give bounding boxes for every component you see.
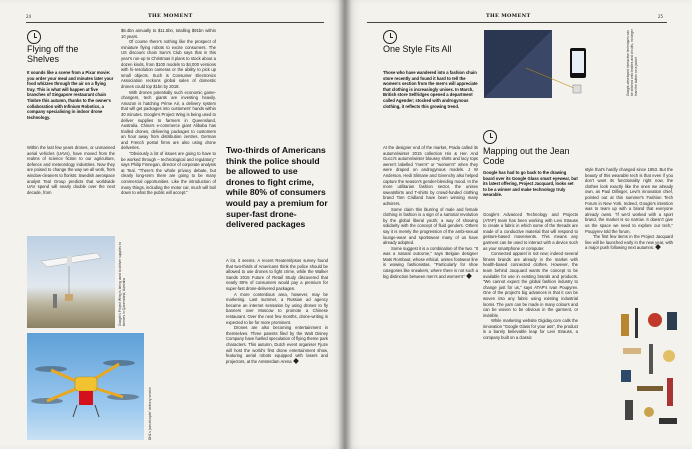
tool-6 (649, 344, 653, 374)
magazine-title-right: THE MOMENT (486, 13, 531, 19)
right-column-2 (483, 212, 578, 341)
caption-parcelcopter: DHL's 'parcelcopter' delivery service (148, 387, 152, 440)
left-col2-paragraph: $6.4bn annually to $11.5bn, totalling $91bn within 10 years. (121, 28, 216, 39)
tool-12 (644, 407, 654, 417)
right-col1-paragraph (383, 246, 478, 280)
left-col3-paragraph (226, 325, 328, 364)
caption-jacquard: Google-developed interactive techniques can be stitched onto textiles and circuits, no larger than the button on a jacket (626, 29, 638, 96)
right-column-3 (585, 167, 673, 251)
right-col1-paragraph: At the designer end of the market, Prada called its autumn/winter 2015 collection His & Her. And Gucci's autumn/winter blousey shirts and lacy tops weren't labelled "men's" or "women's" when they were draped on androgynous models. J W Anderson, Hedi Slimane and Givenchy also helped capture the season's gender-blending mood. In the more utilitarian fashion sector, the unisex sweatshirts and T-shirts by crowd-funded clothing brand Tom Cridland have been winning many admirers. (383, 145, 478, 206)
clock-icon (383, 30, 397, 44)
right-col3-paragraph (585, 234, 673, 251)
left-column-1 (27, 145, 115, 195)
left-column-3 (226, 258, 328, 364)
spine-gutter (338, 0, 352, 449)
page-number-left: 24 (26, 14, 32, 19)
left-col2-paragraph: With drones potentially such economic game-changers, tech giants are investing heavily. Amazon is hatching Prime Air, a delivery system that will get packages into customers' hands within 30 minutes. Google's Project Wing is being used to deliver supplies to farmers in Queensland, Australia. China's e-commerce giant Alibaba has trialled drones, delivering packages to customers an hour away from distribution centres. German and French postal firms are also using drone deliveries. (121, 89, 216, 151)
caption-project-wing: Google's Project Wing is being used to deliver supplies to farmers in Queensland, Australia (118, 242, 126, 326)
right-col1-paragraph: Some claim this blurring of male and female clothing in fashion is a sign of a sartorial revolution by the global liberal youth; a way of showing solidarity with the concept of fluid genders. Others say it is merely the progression of the ambi-sexual lounge-wear and sportswear many of us have already adopted. (383, 206, 478, 246)
tool-11 (625, 400, 633, 420)
left-col3-paragraph: A more contentious area, however, may be marketing. Last summer, a Russian ad agency became an internet sensation by using drones to fly banners over Moscow to promote a Chinese restaurant. Over the next few months, drone-writing is expected to be for more prominent. (226, 291, 328, 325)
clock-icon (27, 30, 41, 44)
tool-8 (621, 370, 631, 382)
right-standfirst-1: Those who have wandered into a fashion chain store recently and found it hard to tell the women's section from the men's will appreciate that clothing is increasingly unisex. In March, British store Selfridges opened a department called Agender; stocked with androgynous clothing, it reflects this growing trend. (383, 70, 478, 109)
left-pullquote: Two-thirds of Americans think the police should be allowed to use drones to fight crime, while 80% of consumers would pay a premium for super-fast drone-delivered packages (226, 145, 328, 230)
wing-body (67, 256, 72, 266)
tool-4 (667, 312, 677, 330)
parcelcopter-illustration (27, 333, 144, 440)
header-rule-left (26, 22, 324, 23)
right-col2-paragraph: Google's Advanced Technology and Projects (ATAP) team has been working with Levi Strauss to create a fabric in which some of the threads are made of a conductive material that will respond to gesture-based movements. This means any garment can be used to interact with a device such as your smartphone or computer. (483, 212, 578, 251)
right-col1-last: Some suggest it is a combination of the two. "It was a natural outcome," says Belgian designer Mats Rombaut, whose ethical, unisex footwear line is wowing fashionistas. "Particularly for shoe categories like sneakers, where there is not such a big distinction between men's and women's" (383, 245, 478, 279)
left-page (0, 0, 345, 449)
tool-1 (621, 314, 629, 336)
tool-10 (667, 378, 673, 406)
project-wing-photo (27, 236, 115, 328)
right-page (345, 0, 692, 449)
right-col2-paragraph: Connected apparel is not new; indeed several fitness brands are already in the market with health-based connected clothes. However, the team behind Jacquard wants the concept to be available for use in existing brands and products. "We cannot expect the global fashion industry to change just for us," says ATAP's Ivan Poupyrev. One of the project's big advances is that it can be woven into any fabric using existing industrial looms. The yarn can be made in many colours and can be woven to be obvious in the garment, or invisible. (483, 251, 578, 318)
magazine-title-left: THE MOMENT (148, 13, 193, 19)
left-col3-paragraph: A lot, it seems. A recent Reuters/Ipsos survey found that two-thirds of Americans think the police should be allowed to use drones to fight crime, while the Walker Sands 2015 Future of Retail Study discovered that nearly 80% of consumers would pay a premium for super-fast drone-delivered packages. (226, 258, 328, 291)
right-headline-1: One Style Fits All (383, 44, 452, 54)
tool-13 (659, 418, 677, 424)
landing-leg-2 (95, 405, 99, 417)
page-number-right: 25 (658, 14, 664, 19)
tool-3 (648, 313, 662, 327)
right-col2-paragraph: While marketing website Digiday.com calls the innovation "Google Glass for your ass", the product is a barely believable leap for Levi Strauss, a company built on a classic (483, 318, 578, 341)
right-col3-last: The first few items in the Project Jacquard line will be launched early in the new year, with a major push following next autumns. (585, 234, 673, 251)
fence-post (53, 294, 57, 308)
left-col2-paragraph: "Obviously a lot of issues are going to have to be worked through – technological and regulatory," says Philip Finnegan, director of corporate analysis at Teal. "There's the whole privacy debate, but clearly long-term there are going to be many commercial opportunities. Like the introduction of many things, including the motor car, much will boil down to what the public will accept." (121, 151, 216, 196)
tools-illustration (615, 300, 685, 440)
jacquard-photo (482, 28, 614, 120)
copter-body (75, 377, 97, 391)
left-col2-paragraph: Of course there's nothing like the prospect of miniature flying robots to excite consumers. The US discount chain Sam's Club says that in this year's run-up to Christmas it plans to stock about a dozen kinds, from $100 models to $4,000 versions with hi-resolution cameras or the ability to pick up small objects. Such is Consumer Electronics Association reckons global sales of domestic drones could top $1bn by 2018. (121, 39, 216, 89)
landing-leg-1 (73, 405, 77, 417)
right-headline-2: Mapping out the Jean Code (483, 146, 570, 166)
tool-7 (663, 350, 675, 362)
left-standfirst: It sounds like a scene from a Pixar movie: you order your meal and minutes later your food whizzes through the air on a flying tray. This is what will happen at five branches of Singapore restaurant chain Timbre this autumn, thanks to the owner's collaboration with Infinium Robotics, a company specialising in indoor drone technology. (27, 70, 114, 120)
right-col3-paragraph: style that's hardly changed since 1853. But the beauty of this wearable tech is that even if you don't want its functionality right now, the clothes look exactly like the ones we already own, as Paul Dillinger, Levi's innovation chief, pointed out at this summer's Fashion Tech Forum in New York. Indeed, Google's intention was to team up with a brand that everyone already owns. "If we'd worked with a sport brand, the market is so narrow. It doesn't give us the space we need to explore our tech," Poupyrev told the forum. (585, 167, 673, 234)
tool-2 (635, 308, 638, 338)
end-mark-icon (293, 358, 299, 364)
left-headline: Flying off the Shelves (27, 44, 79, 64)
right-column-1 (383, 145, 478, 279)
clock-icon (483, 130, 497, 144)
right-standfirst-2: Google has had to go back to the drawing board over its Google Glass smart eyewear, but its latest offering, Project Jacquard, looks set to be a winner and make technology truly wearable. (483, 170, 578, 198)
left-col1-paragraph: Within the last few years drones, or unmanned aerial vehicles (UAVs), have moved from the realms of science fiction to our agriculture, defence and meteorology industries. Now they are poised to change the way we all work, from window-cleaners to florists: Swedish aerospace analyst Teal Group predicts that worldwide UAV spend will nearly double over the next decade, from (27, 145, 115, 195)
parcel-box (79, 391, 93, 405)
project-wing-illustration (27, 236, 115, 328)
tool-9 (637, 386, 663, 391)
jacquard-illustration (482, 28, 614, 120)
end-mark-icon (466, 273, 472, 279)
left-column-2 (121, 28, 216, 196)
end-mark-icon (655, 244, 661, 250)
header-rule-right (367, 22, 667, 23)
tool-5 (623, 348, 641, 354)
parcelcopter-photo (27, 333, 144, 440)
tools-photo (615, 300, 685, 440)
smartphone-screen (572, 51, 584, 73)
circuit-tag (573, 85, 581, 93)
left-col3-last: Drones are also becoming entertainment in themselves. Three patents filed by the Walt Disney Company have fuelled speculation of flying theme park characters. This autumn, Dutch event organiser Fjuze will host the world's first drone entertainment show, featuring aerial robots equipped with lasers and projectors, at the Amsterdam Arena (226, 325, 328, 364)
package-box (65, 294, 73, 301)
